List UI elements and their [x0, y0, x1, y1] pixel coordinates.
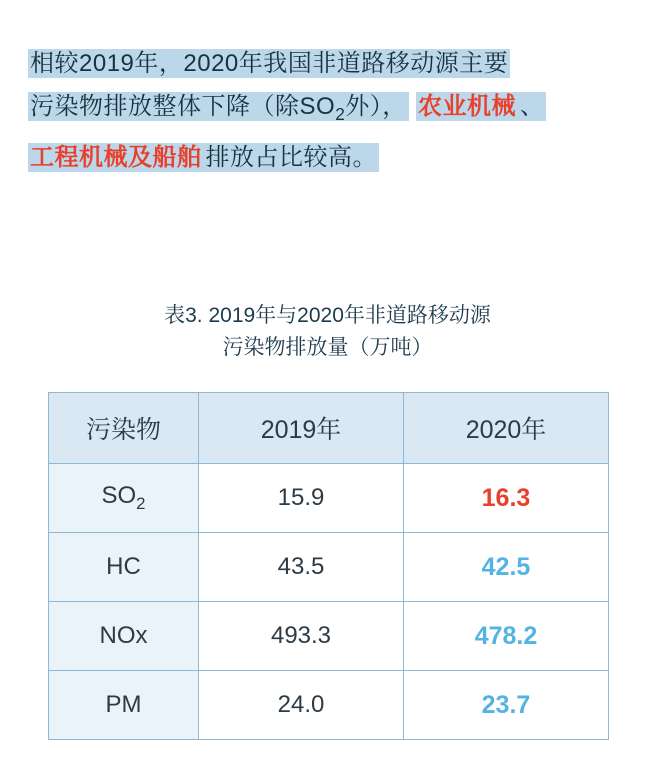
cell-2019: 43.5	[199, 533, 404, 602]
table-header-row	[49, 393, 609, 464]
table-row	[49, 533, 609, 602]
cell-2019: 15.9	[199, 464, 404, 533]
headline-line-2	[28, 85, 638, 136]
headline-emphasis-agriculture: 农业机械	[417, 93, 516, 120]
headline-text: 、	[519, 93, 545, 120]
cell-2020: 478.2	[404, 602, 609, 671]
emissions-table-wrapper	[48, 392, 608, 740]
cell-2020: 16.3	[404, 464, 609, 533]
cell-2019: 493.3	[199, 602, 404, 671]
headline	[28, 42, 638, 179]
subscript: 2	[136, 493, 146, 513]
table-caption	[0, 300, 655, 364]
table-row	[49, 671, 609, 740]
emissions-table	[48, 392, 609, 740]
caption-line-2: 污染物排放量（万吨）	[222, 336, 433, 359]
cell-pollutant: PM	[49, 671, 199, 740]
so2-subscript: 2	[335, 103, 346, 124]
headline-text: 污染物排放整体下降（除$SO_2$外），	[30, 93, 407, 124]
table-row	[49, 464, 609, 533]
headline-line-3	[28, 136, 638, 179]
column-header-2019: 2019年	[199, 393, 404, 464]
caption-line-1: 表3. 2019年与2020年非道路移动源	[164, 304, 491, 327]
cell-pollutant: $SO_2$	[49, 464, 199, 533]
headline-line-1	[28, 42, 638, 85]
column-header-pollutant: 污染物	[49, 393, 199, 464]
column-header-2020: 2020年	[404, 393, 609, 464]
cell-pollutant: HC	[49, 533, 199, 602]
cell-2020: 23.7	[404, 671, 609, 740]
table-row	[49, 602, 609, 671]
headline-spacer	[409, 93, 416, 120]
cell-2020: 42.5	[404, 533, 609, 602]
cell-pollutant: NOx	[49, 602, 199, 671]
headline-emphasis-construction-ships: 工程机械及船舶	[30, 143, 202, 171]
headline-text: 相较2019年，2020年我国非道路移动源主要	[30, 50, 509, 77]
headline-text: 排放占比较高。	[205, 143, 377, 171]
cell-2019: 24.0	[199, 671, 404, 740]
